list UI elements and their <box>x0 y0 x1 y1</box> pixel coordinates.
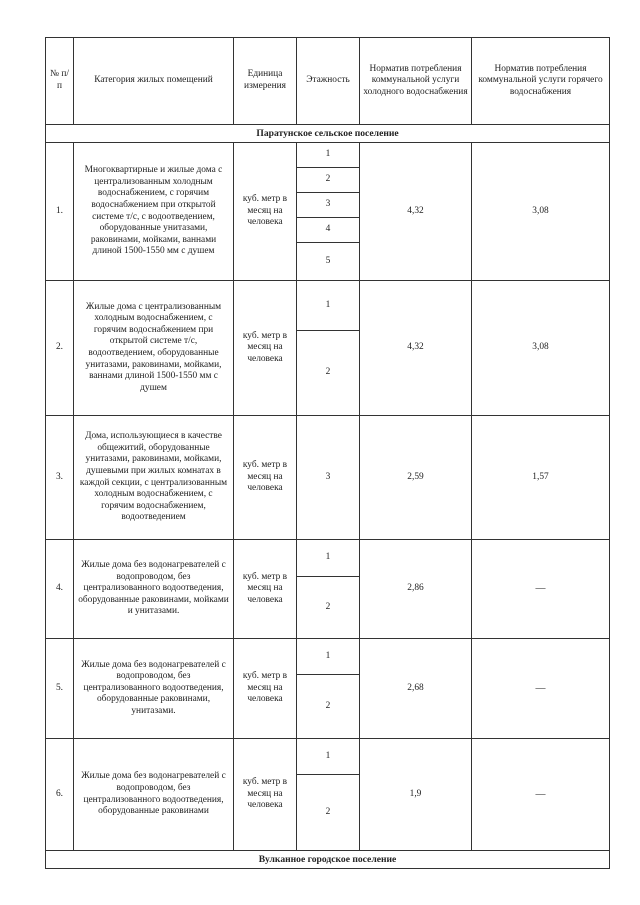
row-unit: куб. метр в месяц на человека <box>234 639 297 739</box>
row-unit: куб. метр в месяц на человека <box>234 416 297 540</box>
header-floors: Этажность <box>297 38 360 125</box>
row-unit: куб. метр в месяц на человека <box>234 143 297 281</box>
row-category: Жилые дома без водонагревателей с водопроводом, без централизованного водоотведения, оборудованные раковинами, мойками и унитазами. <box>74 540 234 639</box>
row-cold: 2,86 <box>360 540 472 639</box>
row-cold: 1,9 <box>360 739 472 851</box>
row-cold: 4,32 <box>360 143 472 281</box>
section-title: Паратунское сельское поселение <box>46 125 610 143</box>
row-unit: куб. метр в месяц на человека <box>234 540 297 639</box>
row-hot: — <box>472 639 610 739</box>
section-title: Вулканное городское поселение <box>46 851 610 869</box>
header-hot: Норматив потребления коммунальной услуги горячего водоснабжения <box>472 38 610 125</box>
table-row <box>46 281 610 331</box>
row-num: 4. <box>46 540 74 639</box>
row-floor: 2 <box>297 168 360 193</box>
table-row <box>46 739 610 775</box>
header-row <box>46 38 610 125</box>
header-unit: Единица измерения <box>234 38 297 125</box>
row-num: 5. <box>46 639 74 739</box>
table-row <box>46 416 610 540</box>
row-floor: 2 <box>297 775 360 851</box>
section-row <box>46 125 610 143</box>
row-floor: 4 <box>297 218 360 243</box>
row-hot: — <box>472 540 610 639</box>
row-floor: 2 <box>297 675 360 739</box>
row-hot: 1,57 <box>472 416 610 540</box>
row-floor: 3 <box>297 193 360 218</box>
row-floor: 5 <box>297 243 360 281</box>
row-num: 6. <box>46 739 74 851</box>
row-num: 1. <box>46 143 74 281</box>
row-unit: куб. метр в месяц на человека <box>234 281 297 416</box>
row-floor: 1 <box>297 281 360 331</box>
row-category: Многоквартирные и жилые дома с централизованным холодным водоснабжением, с горячим водоснабжением при открытой системе т/с, с водоотведением, оборудованные унитазами, раковинами, мойками, ваннами длиной 1500-1550 мм с душем <box>74 143 234 281</box>
row-cold: 2,68 <box>360 639 472 739</box>
row-hot: — <box>472 739 610 851</box>
row-category: Жилые дома с централизованным холодным водоснабжением, с горячим водоснабжением при открытой системе т/с, водоотведением, оборудованные унитазами, раковинами, мойками, ваннами длиной 1500-1550 мм с душем <box>74 281 234 416</box>
table-row <box>46 639 610 675</box>
row-cold: 4,32 <box>360 281 472 416</box>
header-num: № п/п <box>46 38 74 125</box>
row-floor: 1 <box>297 143 360 168</box>
row-hot: 3,08 <box>472 143 610 281</box>
header-category: Категория жилых помещений <box>74 38 234 125</box>
row-num: 3. <box>46 416 74 540</box>
row-category: Дома, использующиеся в качестве общежитий, оборудованные унитазами, раковинами, мойками, душевыми при жилых комнатах в каждой секции, с централизованным холодным водоснабжением, с горячим водоснабжением, водоотведением <box>74 416 234 540</box>
row-floor: 3 <box>297 416 360 540</box>
row-floor: 2 <box>297 577 360 639</box>
row-unit: куб. метр в месяц на человека <box>234 739 297 851</box>
water-norms-table <box>45 37 610 869</box>
row-category: Жилые дома без водонагревателей с водопроводом, без централизованного водоотведения, оборудованные раковинами <box>74 739 234 851</box>
row-category: Жилые дома без водонагревателей с водопроводом, без централизованного водоотведения, оборудованные раковинами, унитазами. <box>74 639 234 739</box>
table-row <box>46 540 610 577</box>
header-cold: Норматив потребления коммунальной услуги холодного водоснабжения <box>360 38 472 125</box>
row-floor: 1 <box>297 639 360 675</box>
row-floor: 2 <box>297 331 360 416</box>
row-floor: 1 <box>297 540 360 577</box>
row-hot: 3,08 <box>472 281 610 416</box>
section-row <box>46 851 610 869</box>
row-cold: 2,59 <box>360 416 472 540</box>
row-floor: 1 <box>297 739 360 775</box>
table-row <box>46 143 610 168</box>
row-num: 2. <box>46 281 74 416</box>
